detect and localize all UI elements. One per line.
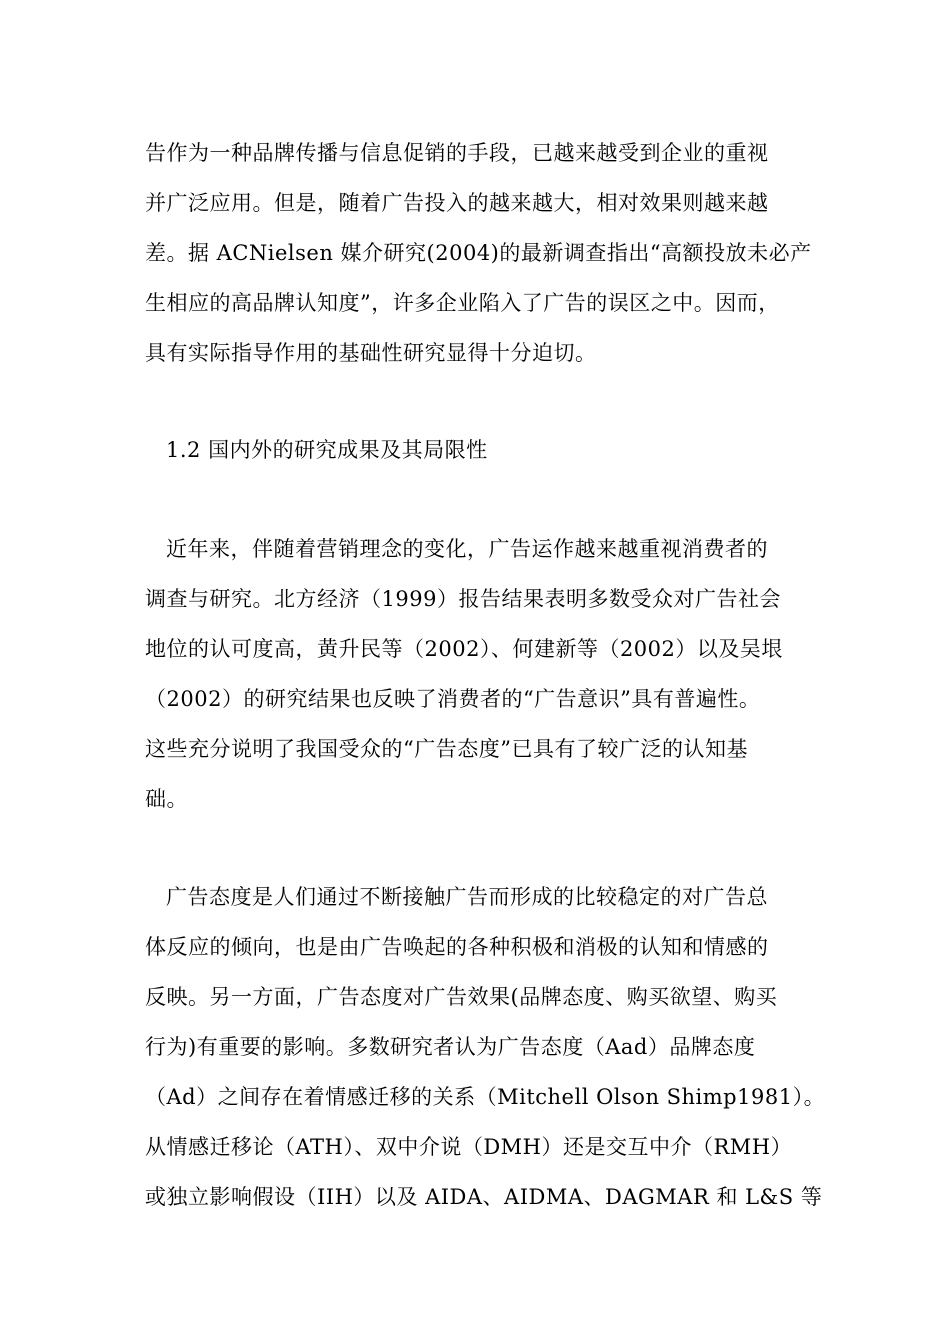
paragraph-2-line-4: （2002）的研究结果也反映了消费者的“广告意识”具有普遍性。 — [145, 687, 761, 711]
paragraph-3-line-2: 体反应的倾向，也是由广告唤起的各种积极和消极的认知和情感的 — [145, 935, 769, 959]
paragraph-3-line-1: 广告态度是人们通过不断接触广告而形成的比较稳定的对广告总 — [166, 885, 768, 909]
paragraph-1-line-1: 告作为一种品牌传播与信息促销的手段，已越来越受到企业的重视 — [145, 141, 769, 165]
paragraph-3-line-5: （Ad）之间存在着情感迁移的关系（Mitchell Olson Shimp1981）。 — [145, 1085, 826, 1109]
paragraph-1-line-2: 并广泛应用。但是，随着广告投入的越来越大，相对效果则越来越 — [145, 191, 769, 215]
paragraph-1-line-3: 差。据 ACNielsen 媒介研究(2004)的最新调查指出“高额投放未必产 — [145, 241, 812, 265]
paragraph-3-line-7: 或独立影响假设（IIH）以及 AIDA、AIDMA、DAGMAR 和 L&S 等 — [145, 1185, 823, 1209]
paragraph-1-line-4: 生相应的高品牌认知度”，许多企业陷入了广告的误区之中。因而， — [145, 291, 780, 315]
paragraph-1-line-5: 具有实际指导作用的基础性研究显得十分迫切。 — [145, 341, 597, 365]
paragraph-3-line-3: 反映。另一方面，广告态度对广告效果(品牌态度、购买欲望、购买 — [145, 985, 778, 1009]
paragraph-2-line-5: 这些充分说明了我国受众的“广告态度”已具有了较广泛的认知基 — [145, 737, 748, 761]
paragraph-2-line-3: 地位的认可度高，黄升民等（2002）、何建新等（2002）以及吴垠 — [145, 637, 783, 661]
paragraph-3-line-6: 从情感迁移论（ATH）、双中介说（DMH）还是交互中介（RMH） — [145, 1135, 793, 1159]
paragraph-3-line-4: 行为)有重要的影响。多数研究者认为广告态度（Aad）品牌态度 — [145, 1035, 756, 1059]
section-heading: 1.2 国内外的研究成果及其局限性 — [166, 438, 488, 462]
paragraph-2-line-2: 调查与研究。北方经济（1999）报告结果表明多数受众对广告社会 — [145, 587, 781, 611]
paragraph-2-line-1: 近年来，伴随着营销理念的变化，广告运作越来越重视消费者的 — [166, 537, 768, 561]
paragraph-2-line-6: 础。 — [145, 787, 188, 811]
